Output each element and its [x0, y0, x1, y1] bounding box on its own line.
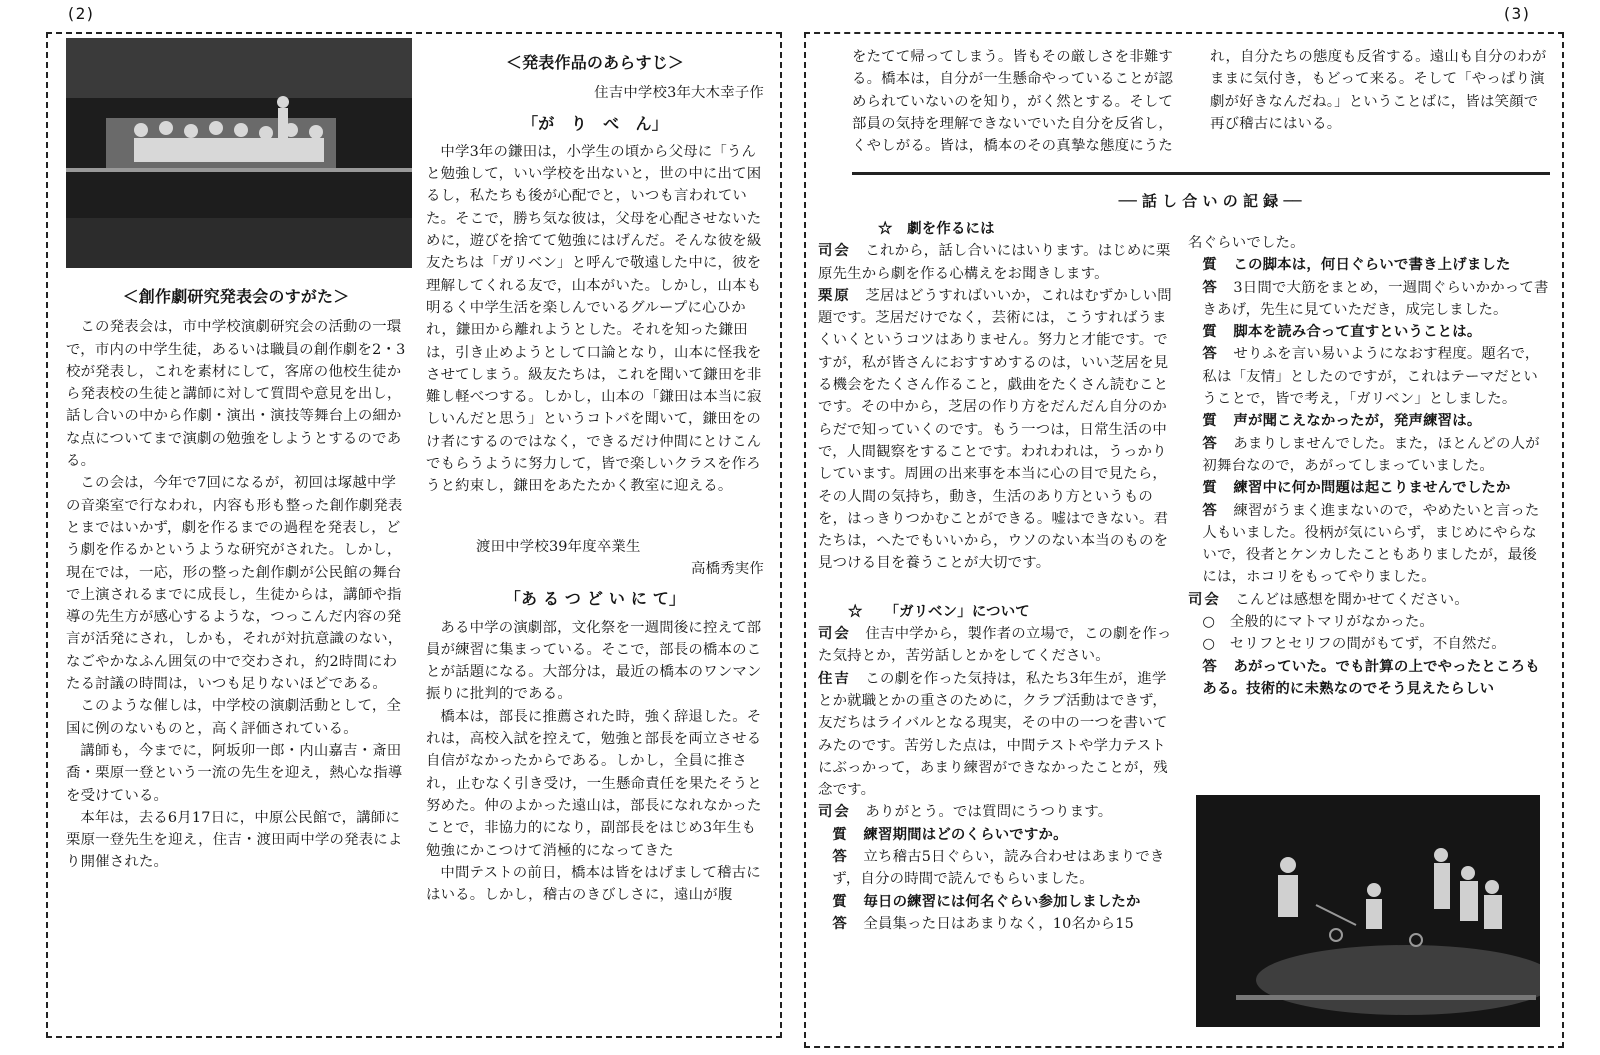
topic1-title: ☆ 劇を作るには	[878, 220, 995, 237]
utterance: この劇を作った気持は，私たち3年生が，進学とか就職とかの重さのために，クラブ活動はできず，友だちはライバルとなる現実，その中の一つを書いてみたのです。苦労した点は，中間テストや学力テストにぶっかって，あまり練習ができなかったことが，残念です。	[818, 670, 1168, 799]
utterance: せりふを言い易いようになおす程度。題名で，私は「友情」としたのですが，これはテーマだということで，皆で考え，「ガリベン」としました。	[1202, 346, 1540, 408]
utterance: 全員集った日はあまりなく，10名から15	[863, 915, 1134, 932]
speaker: 質	[1202, 412, 1219, 430]
work1-paragraph: 中学3年の鎌田は，小学生の頃から父母に「うんと勉強して，いい学校を出ないと，世の中に出て困るし，私たちも後が心配でと，いつも言われていた。そこで，勝ち気な彼は，父母を心配させないために，遊びを捨てて勉強にはげんだ。そんな彼を級友たちは「ガリベン」と呼んで敬遠した中に，彼を理解してくれる友で，山本がいた。しかし，山本も明るく中学生活を楽しんでいるグループに心ひかれ，鎌田から離れようとした。それを知った鎌田は，引き止めようとして口論となり，山本に怪我をさせてしまう。級友たちは，これを聞いて鎌田を非難し軽べつする。しかし，山本の「鎌田は本当に寂しいんだと思う」というコトバを聞いて，鎌田をのけ者にするのではなく，できるだけ仲間にとけこんでもらうように努力して，皆で楽しいクラスを作ろうと約束し，鎌田をあたたかく教室に迎える。	[426, 143, 762, 495]
work1-title: 「が り べ ん」	[522, 113, 668, 133]
dialogue-line	[1188, 589, 1550, 611]
dialogue-line	[1188, 611, 1550, 633]
left-column-b	[426, 52, 764, 906]
dialogue-line	[1188, 410, 1550, 432]
dialogue-line	[818, 913, 1174, 935]
dialogue-line	[818, 623, 1174, 668]
work2-author-2: 高橋秀実作	[691, 560, 764, 577]
work2-paragraph: 橋本は，部長に推薦された時，強く辞退した。それは，高校入試を控えて，勉強と部長を両立させる自信がなかったからである。しかし，全員に推され，止むなく引き受け，一生懸命責任を果たそうと努めた。仲のよかった遠山は，部長になれなかったことで，非協力的になり，副部長をはじめ3年生も勉強にかこつけて消極的になってきた	[426, 708, 762, 859]
dialogue-line	[818, 668, 1174, 802]
speaker: 質	[1202, 256, 1219, 274]
speaker: 司会	[1188, 590, 1221, 608]
work2-paragraph: 中間テストの前日，橋本は皆をはげまして稽古にはいる。しかし，稽古のきびしさに，遠山が腹	[426, 864, 761, 904]
section-paragraph: この会は，今年で7回になるが，初回は塚越中学の音楽室で行なわれ，内容も形も整った創作劇発表とまではいかず，劇を作るまでの過程を発表し，どう劇を作るかというような研究がされた。しかし，現在では，一応，形の整った創作劇が公民館の舞台で上演されるまでに成長し，生徒からは，講師や指導の先生方が感心するような，つっこんだ内容の発言が活発にされ，しかも，それが対抗意識のない，なごやかなふん囲気の中で交わされ，約2時間にわたる討議の時間は，いつも足りないほどである。	[66, 475, 403, 693]
stage-photo-2-image	[1196, 795, 1540, 1027]
section-divider	[852, 172, 1550, 175]
utterance: 全般的にマトマリがなかった。	[1229, 614, 1435, 631]
dialogue-column-2	[1188, 232, 1550, 700]
dialogue-line	[818, 801, 1174, 823]
bullet: ○	[1202, 614, 1216, 631]
speaker: 答	[1202, 434, 1219, 452]
dialogue-line	[1188, 633, 1550, 655]
speaker: 質	[832, 892, 849, 910]
dialogue-line	[1188, 477, 1550, 499]
dialogue-line	[1188, 343, 1550, 410]
utterance: セリフとセリフの間がもてず，不自然だ。	[1229, 636, 1506, 653]
utterance: この脚本は，何日ぐらいで書き上げました	[1233, 256, 1511, 274]
dialogue-line: 名ぐらいでした。	[1188, 235, 1305, 251]
speaker: 答	[1202, 501, 1219, 519]
dialogue-line	[1188, 656, 1550, 701]
dialogue-line	[1188, 277, 1550, 322]
utterance: あがっていた。でも計算の上でやったところもある。技術的に未熟なのでそう見えたらしい	[1202, 657, 1540, 697]
speaker: 答	[1202, 345, 1219, 363]
utterance: 住吉中学から，製作者の立場で，この劇を作った気持とか，苦労話しとかをしてください。	[818, 626, 1172, 665]
dialogue-line	[818, 846, 1174, 891]
utterance: 練習期間はどのくらいですか。	[863, 825, 1068, 843]
utterance: 脚本を読み合って直すということは。	[1233, 323, 1482, 341]
speaker: 司会	[818, 803, 851, 821]
dialogue-line	[1188, 254, 1550, 276]
speaker: 答	[1202, 278, 1219, 296]
speaker: 栗原	[818, 286, 851, 304]
section-paragraph: この発表会は，市中学校演劇研究会の活動の一環で，市内の中学生徒，あるいは職員の創作劇を2・3校が発表し，これを素材にして，客席の他校生徒から発表校の生徒と講師に対して質問や意見を出し，話し合いの中から作劇・演出・演技等舞台上の細かな点についてまで演劇の勉強をしようとするのである。	[66, 319, 406, 470]
dialogue-line	[1188, 500, 1550, 589]
work1-author: 住吉中学校3年大木幸子作	[594, 85, 764, 102]
synopsis-title: ＜発表作品のあらすじ＞	[505, 53, 685, 72]
speaker: 司会	[818, 625, 851, 643]
utterance: 毎日の練習には何名ぐらい参加しましたか	[863, 892, 1141, 910]
topic2-title: ☆ 「ガリベン」について	[848, 602, 1030, 620]
dialogue-column-1	[818, 218, 1174, 935]
continuation-right	[1210, 46, 1550, 135]
speaker: 答	[1202, 657, 1219, 675]
page-number-left: (2)	[66, 4, 95, 23]
work2-title: 「あ る つ ど い に て」	[504, 589, 686, 609]
continuation-text: れ，自分たちの態度も反省する。遠山も自分のわがままに気付き，もどって来る。そして「やっぱり演劇が好きなんだね。」ということばに，皆は笑顔で再び稽古にはいる。	[1210, 49, 1547, 132]
speaker: 質	[1202, 479, 1219, 497]
section-title: ＜創作劇研究発表会のすがた＞	[122, 287, 350, 306]
stage-photo-1-image	[66, 38, 412, 268]
speaker: 司会	[818, 242, 851, 260]
utterance: ありがとう。では質問にうつります。	[865, 804, 1113, 821]
dialogue-line	[818, 824, 1174, 846]
dialogue-line	[1188, 433, 1550, 478]
section-paragraph: このような催しは，中学校の演劇活動として，全国に例のないものと，高く評価されている。	[66, 698, 402, 737]
utterance: これから，話し合いにはいります。はじめに栗原先生から劇を作る心構えをお聞きします。	[818, 243, 1171, 282]
work2-author-1: 渡田中学校39年度卒業生	[476, 538, 641, 555]
work2-paragraph: ある中学の演劇部，文化祭を一週間後に控えて部員が練習に集まっている。そこで，部長の橋本のことが話題になる。大部分は，最近の橋本のワンマン振りに批判的である。	[426, 619, 762, 703]
utterance: 立ち稽古5日ぐらい，読み合わせはあまりできず，自分の時間で読んでもらいました。	[832, 849, 1165, 888]
page-number-right: (3)	[1502, 4, 1531, 23]
speaker: 質	[832, 825, 849, 843]
bullet: ○	[1202, 636, 1216, 653]
dialogue-line	[818, 285, 1174, 575]
utterance: 練習がうまく進まないので，やめたいと言った人もいました。役柄が気にいらず，まじめにやらないで，役者とケンカしたこともありましたが，最後には，ホコリをもってやりました。	[1202, 502, 1540, 586]
stage-photo-2	[1196, 795, 1540, 1027]
continuation-text: をたてて帰ってしまう。皆もその厳しさを非難する。橋本は，自分が一生懸命やっていることが認められていないのを知り，がく然とする。そして部員の気持を理解できないでいた自分を反省し，くやしがる。皆は，橋本のその真摯な態度にうた	[852, 49, 1173, 155]
speaker: 答	[832, 848, 849, 866]
utterance: こんどは感想を聞かせてください。	[1235, 591, 1469, 608]
record-title: ── 話 し 合 い の 記 録 ──	[1118, 192, 1302, 210]
speaker: 答	[832, 914, 849, 932]
continuation-left	[852, 46, 1182, 157]
section-paragraph: 講師も，今までに，阿坂卯一郎・内山嘉吉・斎田喬・栗原一登という一流の先生を迎え，熱心な指導を受けている。	[66, 742, 403, 804]
utterance: 芝居はどうすればいいか，これはむずかしい問題です。芝居だけでなく，芸術には，こうすればうまくいくというコツはありません。努力と才能です。ですが，私が皆さんにおすすめするのは，いい芝居を見る機会をたくさん作ること，戯曲をたくさん読むことです。その中から，芝居の作り方をだんだん自分のからだで知っていくのです。もう一つは，日常生活の中で，人間観察をすることです。われわれは，うっかりしています。周囲の出来事を本当に心の目で見たら，その人間の気持ち，動き，生活のあり方というものを，はっきりつかむことができる。嘘はできない。君たちは，へたでもいいから，ウソのない本当のものを見つける目を養うことが大切です。	[818, 287, 1172, 572]
utterance: あまりしませんでした。また，ほとんどの人が初舞台なので，あがってしまっていました。	[1202, 435, 1540, 474]
speaker: 住吉	[818, 669, 851, 687]
stage-photo-1	[66, 38, 412, 268]
utterance: 練習中に何か問題は起こりませんでしたか	[1233, 479, 1511, 497]
dialogue-line	[818, 240, 1174, 285]
dialogue-line	[818, 891, 1174, 913]
dialogue-line	[1188, 321, 1550, 343]
utterance: 声が聞こえなかったが，発声練習は。	[1233, 412, 1482, 430]
section-paragraph: 本年は，去る6月17日に，中原公民館で，講師に栗原一登先生を迎え，住吉・渡田両中学の発表により開催された。	[66, 809, 403, 871]
speaker: 質	[1202, 323, 1219, 341]
left-column-a	[66, 286, 406, 874]
utterance: 3日間で大筋をまとめ，一週間ぐらいかかって書きあげ，先生に見ていただき，成完しました。	[1202, 279, 1549, 318]
